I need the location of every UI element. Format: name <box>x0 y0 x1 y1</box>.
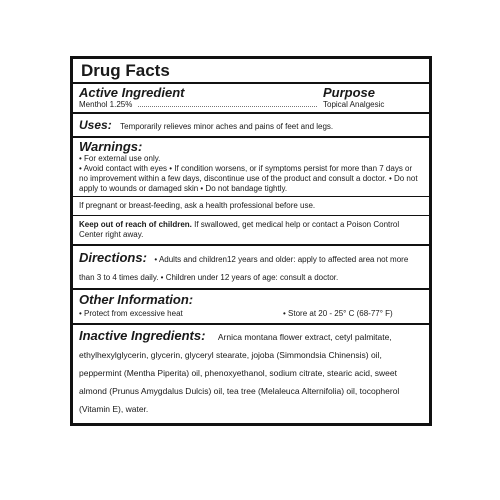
warning-item: • For external use only. <box>79 154 423 164</box>
pregnant-text: If pregnant or breast-feeding, ask a health professional before use. <box>79 201 316 210</box>
inactive-ingredients-heading: Inactive Ingredients: <box>79 328 206 343</box>
purpose-heading: Purpose <box>323 85 376 100</box>
uses-text: Temporarily relieves minor aches and pains of feet and legs. <box>120 122 334 131</box>
keep-out-heading: Keep out of reach of children. <box>79 220 192 229</box>
directions-text: • Adults and children12 years and older: apply to affected area not more than 3 to 4 times daily. • Children under 12 years of age: consult a doctor. <box>79 255 409 282</box>
title-section <box>73 59 429 82</box>
warnings-heading: Warnings: <box>79 139 143 154</box>
purpose-value: Topical Analgesic <box>323 100 385 109</box>
dotted-leader <box>138 100 317 107</box>
other-info-section <box>73 288 429 323</box>
other-info-left: • Protect from excessive heat <box>79 309 183 319</box>
keep-out-section <box>73 215 429 244</box>
inactive-ingredients-text: Arnica montana flower extract, cetyl palmitate, ethylhexylglycerin, glycerin, glyceryl stearate, jojoba (Simmondsia Chinensis) oil, peppermint (Mentha Piperita) oil, phenoxyethanol, sodium citrate, stearic acid, sweet almond (Prunus Amygdalus Dulcis) oil, tea tree (Melaleuca Alternifolia) oil, tocopherol (Vitamin E), water. <box>79 332 400 414</box>
active-ingredient-value: Menthol 1.25% <box>79 100 133 109</box>
directions-section <box>73 244 429 288</box>
keep-out-text: If swallowed, get medical help or contact a Poison Control Center right away. <box>79 220 400 239</box>
uses-section <box>73 112 429 136</box>
active-ingredient-heading: Active Ingredient <box>79 85 185 100</box>
active-ingredient-section <box>73 82 429 112</box>
other-info-right: • Store at 20 - 25° C (68-77° F) <box>283 309 393 318</box>
drug-facts-label <box>70 56 432 426</box>
pregnant-section <box>73 196 429 215</box>
warning-item: • Avoid contact with eyes • If condition worsens, or if symptoms persist for more than 7 days or no improvement within a few days, discontinue use of the product and consult a doctor. • Do not apply to wounds or damaged skin • Do not bandage tightly. <box>79 164 423 194</box>
warnings-section <box>73 136 429 196</box>
drug-facts-title: Drug Facts <box>81 61 170 80</box>
other-info-heading: Other Information: <box>79 292 194 307</box>
inactive-ingredients-section <box>73 323 429 423</box>
directions-heading: Directions: <box>79 250 147 265</box>
uses-heading: Uses: <box>79 118 112 132</box>
